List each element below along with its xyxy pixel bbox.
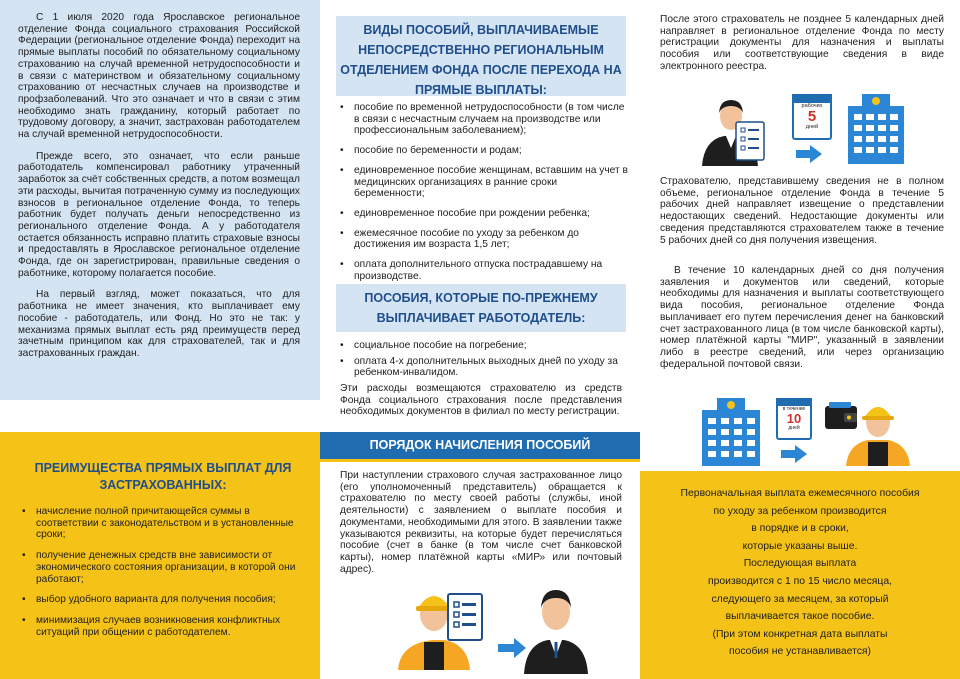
calendar-bottom-label: дней — [805, 124, 819, 130]
payment-info-text — [658, 485, 942, 661]
right-column — [640, 0, 960, 679]
benefit-item: • выбор удобного варианта для получения пособия; — [20, 594, 306, 606]
payment-line: по уходу за ребенком производится — [713, 505, 887, 517]
benefit-item: • начисление полной причитающейся суммы в соответствии с законодательством и в установленные сроки; — [20, 506, 306, 541]
submission-paragraph: После этого страхователь не позднее 5 календарных дней направляет в региональное отделение Фонда по месту регистрации документы для назначения и выплаты пособия или соответствующие сведения в виде электронного реестра. — [660, 14, 944, 72]
employer-benefits-title: ПОСОБИЯ, КОТОРЫЕ ПО-ПРЕЖНЕМУ ВЫПЛАЧИВАЕТ РАБОТОДАТЕЛЬ: — [336, 284, 626, 332]
payment-line: выплачивается такое пособие. — [725, 611, 875, 623]
arrow-right-icon — [794, 144, 824, 164]
calendar-top-label: в течение — [782, 406, 806, 412]
order-title-accent — [320, 459, 640, 462]
benefits-panel — [0, 432, 320, 679]
intro-paragraph-2: Прежде всего, это означает, что если раньше работодатель компенсировал работнику утраченный заработок за счёт собственных средств, а потом возмещал эти расходы, вычитая потраченную сумму из последующих взносов в региональное отделение Фонда, то теперь работник будет получать деньги непосредственно из регионального отделение Фонда. А у работодателя остается обязанность исправно платить страховые взносы и предоставлять в Ярославское региональное отделение Фонда, где он зарегистрирован, правильные сведения о работнике, которому полагается пособие. — [18, 150, 300, 279]
calendar-top-label: рабочих — [801, 103, 823, 109]
employer-benefit-item: • оплата 4-х дополнительных выходных дней по уходу за ребенком-инвалидом. — [338, 356, 630, 379]
benefit-type-item: • пособие по беременности и родам; — [338, 145, 630, 157]
benefit-type-item: • оплата дополнительного отпуска пострадавшему на производстве. — [338, 259, 630, 282]
payment-line: Последующая выплата — [743, 558, 857, 570]
order-paragraph: При наступлении страхового случая застрахованное лицо (его уполномоченный представитель) обращается к страхователю по месту своей работы (службы, иной деятельности) с заявлением о выплате пособия и документами, необходимыми для этого. В заявлении также указываются реквизиты, на которые будет перечисляться пособие (счет в банке (в том числе счет банковской карты), номер платёжной карты «МИР» или почтовый адрес). — [340, 470, 622, 575]
benefits-list — [20, 506, 306, 638]
benefit-type-item: • пособие по временной нетрудоспособности (в том числе в связи с несчастным случаем на производстве или профессиональным заболеванием); — [338, 102, 630, 137]
employer-benefits-list — [338, 340, 630, 383]
payment-line: производится с 1 по 15 число месяца, — [707, 575, 893, 587]
calendar-number: 5 — [807, 108, 817, 125]
payment-line: в порядке и в сроки, — [751, 523, 849, 535]
benefit-type-item: • ежемесячное пособие по уходу за ребенком до достижения им возраста 1,5 лет; — [338, 228, 630, 251]
expenses-note: Эти расходы возмещаются страхователю из средств Фонда социального страхования после представления необходимых документов в филиал по месту регистрации. — [340, 383, 622, 418]
missing-data-paragraph: Страхователю, представившему сведения не в полном объеме, региональное отделение Фонда в течение 5 рабочих дней направляет извещение о представлении недостающих сведений. Недостающие документы или сведения представляются страхователем также в течение 5 рабочих дней со дня получения извещения. — [660, 176, 944, 246]
worker-icon — [846, 398, 910, 466]
intro-paragraph-3: На первый взгляд, может показаться, что для работника не имеет значения, кто выплачивает ему пособие - работодатель, или Фонд. Но это не так: у механизма прямых выплат есть ряд преимуществ перед зачетным принципом как для страхователей, так и для застрахованных граждан. — [18, 289, 300, 359]
order-title-bar: ПОРЯДОК НАЧИСЛЕНИЯ ПОСОБИЙ — [320, 432, 640, 459]
middle-column — [320, 0, 640, 679]
intro-panel — [0, 0, 320, 400]
fund-building-icon — [844, 92, 908, 164]
payment-line: пособия не устанавливается) — [728, 646, 872, 658]
benefit-types-list — [338, 102, 630, 290]
employer-benefit-item: • социальное пособие на погребение; — [338, 340, 630, 352]
calendar-number: 10 — [786, 411, 802, 426]
worker-with-document-icon — [396, 580, 496, 670]
payment-line: которые указаны выше. — [742, 540, 858, 552]
benefit-item: • минимизация случаев возникновения конфликтных ситуаций при общении с работодателем. — [20, 615, 306, 638]
arrow-right-icon — [779, 444, 809, 464]
benefits-title: ПРЕИМУЩЕСТВА ПРЯМЫХ ВЫПЛАТ ДЛЯ ЗАСТРАХОВАННЫХ: — [34, 461, 292, 492]
businessman-icon — [524, 578, 588, 674]
calendar-5-days-icon — [792, 94, 832, 140]
calendar-10-days-icon — [776, 398, 812, 440]
payment-term-paragraph: В течение 10 календарных дней со дня получения заявления и документов или сведений, которые необходимы для назначения и выплаты соответствующего вида пособия, региональное отделение Фонда выплачивает его путем перечисления денег на банковский счет застрахованного лица (в том числе банковской карты), номер платёжной карты "МИР", указанный в заявлении либо в реестре сведений, или через организацию федеральной почтовой связи. — [660, 265, 944, 370]
benefit-type-item: • единовременное пособие женщинам, вставшим на учет в медицинских организациях в ранние сроки беременности; — [338, 165, 630, 200]
calendar-bottom-label: дней — [788, 425, 800, 431]
payment-line: (При этом конкретная дата выплаты — [712, 628, 888, 640]
businessman-document-icon — [702, 92, 770, 166]
left-column — [0, 0, 320, 679]
benefit-types-title: ВИДЫ ПОСОБИЙ, ВЫПЛАЧИВАЕМЫЕ НЕПОСРЕДСТВЕННО РЕГИОНАЛЬНЫМ ОТДЕЛЕНИЕМ ФОНДА ПОСЛЕ ПЕРЕХОДА НА ПРЯМЫЕ ВЫПЛАТЫ: — [336, 16, 626, 96]
benefit-type-item: • единовременное пособие при рождении ребенка; — [338, 208, 630, 220]
payment-line: следующего за месяцем, за который — [711, 593, 889, 605]
intro-paragraph-1: С 1 июля 2020 года Ярославское региональное отделение Фонда социального страхования Российской Федерации (региональное отделение Фонда) переходит на прямые выплаты пособий по обязательному социальному страхованию на случай временной нетрудоспособности и в связи с материнством и обязательному социальному страхованию от несчастных случаев на производстве и профзаболеваний. Что это означает и что в связи с этим необходимо знать гражданину, который работает по трудовому договору, а значит, застрахован работодателем на случай временной нетрудоспособности. — [18, 12, 300, 141]
fund-building-icon — [698, 396, 766, 466]
benefit-item: • получение денежных средств вне зависимости от экономического состояния организации, в которой они работают; — [20, 550, 306, 585]
payment-line: Первоначальная выплата ежемесячного пособия — [680, 488, 920, 499]
